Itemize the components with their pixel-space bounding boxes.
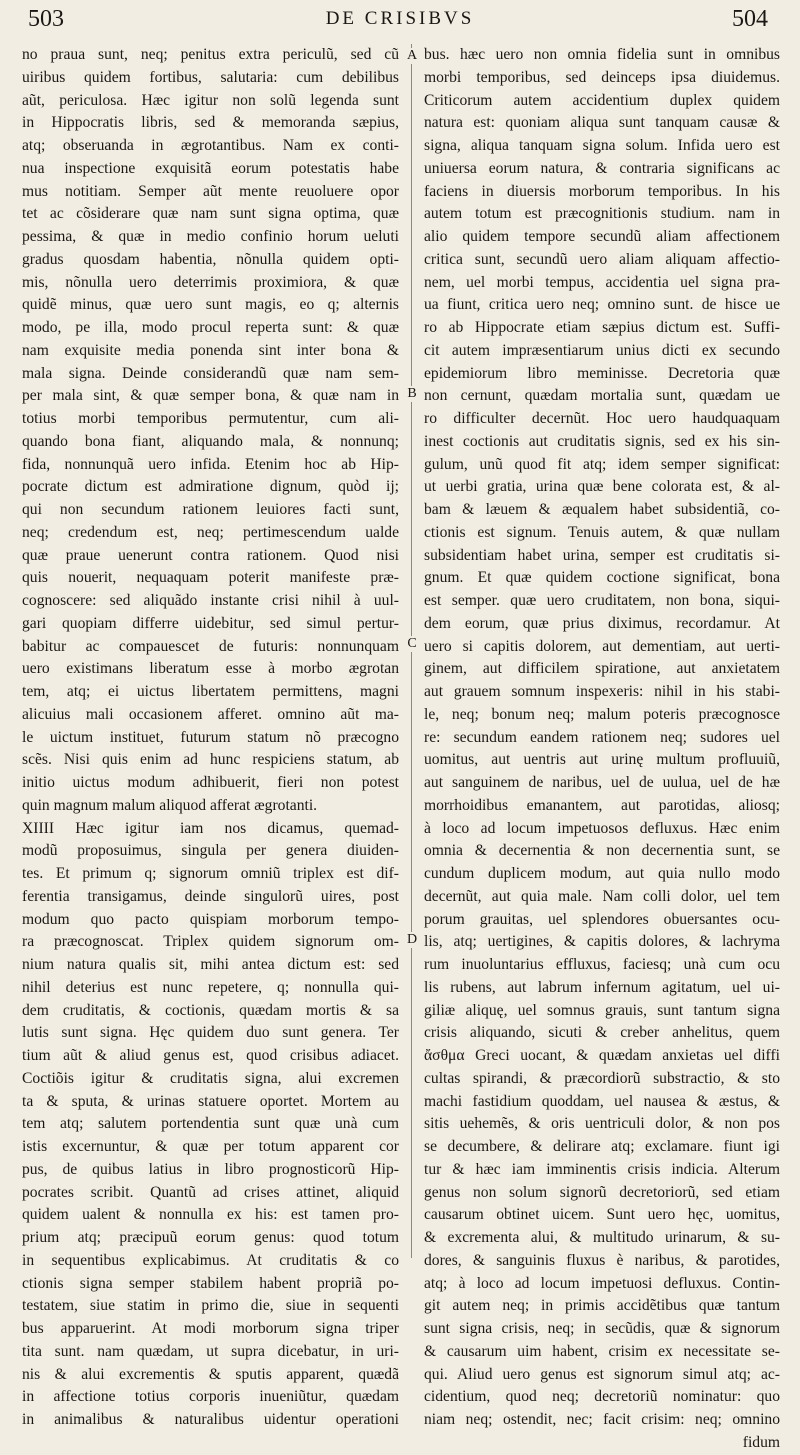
text-line: niam neq; ostendit, nec; facit crisim: neq; omnino [424,1411,780,1428]
text-line: ut uerbi gratia, urina quæ bene colorata est, & al- [424,478,780,496]
text-line: machi fastidium quoddam, uel nausea & æstus, & [424,1092,780,1110]
text-line: quin magnum malum aliquod afferat ægrotanti. [22,796,318,814]
text-line: istis excernuntur, & quæ per totum apparent cor [22,1138,399,1155]
text-line: nis & alui excrementis & sputis apparent, quædã [22,1365,399,1383]
text-line: babitur ac compauescet de futuris: nonnunquam [22,637,399,655]
text-line: autem totum est præcognitionis studium. nam in [424,205,780,223]
text-line: in sequentibus explicabimus. At cruditatis & co [22,1251,399,1269]
running-title: DE CRISIBVS [325,8,475,29]
text-line: no praua sunt, neq; penitus extra periculũ, sed cũ [22,46,399,63]
text-line: dem cruditatis, & coctionis, quædam mortis & sa [22,1001,399,1019]
running-head [0,2,800,42]
text-line: modo, pe illa, modo procul reperta sunt: & quæ [22,319,399,336]
text-line: le, neq; bonum neq; malum poteris præcognosce [424,705,780,723]
margin-letter-a: A [402,48,422,64]
text-line: aut grauem somnum inspexeris: nihil in his stabi- [424,683,780,700]
text-line: quæ praue uenerunt contra rationem. Quod nisi [22,546,399,564]
text-line: aũt, periculosa. Hæc igitur non solũ legenda sunt [22,91,399,109]
text-line: nihil deterius est nunc repetere, q; nonnulla qui- [22,978,399,996]
text-line: lis, atq; uertigines, & capitis dolores, & lachryma [424,933,780,951]
text-line: tium aũt & aliud genus est, quod crisibus adiacet. [22,1047,399,1064]
text-line: Coctiõis igitur & cruditatis signa, alui excremen [22,1069,399,1087]
text-line: nua inspectione exquisitã eorum potestatis habe [22,159,399,177]
text-line: ctionis est signum. Tenuis autem, & quæ nullam [424,523,780,541]
text-line: fida, nonnunquã uero infida. Etenim hoc ab Hip- [22,455,399,473]
text-line: ro ab Hippocrate etiam sæpius dictum est. Suffi- [424,319,780,336]
margin-letter-b: B [402,386,422,402]
text-line: nam exquisite media ponenda sint inter bona & [22,341,399,359]
margin-letter-c: C [402,636,422,652]
text-line: tet ac cõsiderare quæ nam sunt signa optima, quæ [22,205,399,223]
text-line: nem, uel morbi tempus, accidentia uel signa pra- [424,273,780,291]
text-line: sunt signa crisis, neq; in secũdis, quæ & signorum [424,1320,780,1337]
text-line: morbi temporibus, sed deinceps ipsa diuidemus. [424,68,780,86]
text-line: mala signa. Deinde considerandũ quæ nam sem- [22,364,399,382]
text-line: à loco ad locum impetuosos defluxus. Hæc enim [424,819,780,837]
text-line: bus. hæc uero non omnia fidelia sunt in omnibus [424,46,780,63]
text-line: neq; credendum est, neq; pertimescendum ualde [22,523,399,541]
text-line: le uictum instituet, futurum statum nõ præcogno [22,728,399,746]
text-line: se decumbere, & delirare atq; exclamare. fiunt igi [424,1138,780,1155]
text-line: tur & hæc iam imminentis crisis indicia. Alterum [424,1160,780,1178]
text-line: in Hippocratis libris, sed & memoranda sæpius, [22,114,399,132]
text-line: totius morbi temporibus permutentur, cum ali- [22,410,399,427]
text-line: subsidentiam habet urina, semper est cruditatis si- [424,546,780,564]
text-line: genus non solum signorũ decretoriorũ, sed etiam [424,1183,780,1201]
text-line: aut sanguinem de naribus, uel de uulua, uel de hæ [424,774,780,791]
text-line: ro difficulter decernũt. Hoc uero haudquaquam [424,410,780,427]
text-line: bam & læuem & æqualem habet subsidentiã, co- [424,501,780,518]
text-line: omnia & decernentia & non decernentia sunt, se [424,842,780,860]
text-line: dores, & sanguinis fluxus è naribus, & parotides, [424,1251,780,1269]
text-line: epidemiorum libro meminisse. Decretoria quæ [424,364,780,382]
text-line: gnum. Et quæ quidem coctione significat, bona [424,569,780,587]
text-line: cidentium, quod neq; decretoriũ nominatur: quo [424,1388,780,1406]
text-line: atq; obseruanda in ægrotantibus. Nam ex conti- [22,137,399,154]
text-line: initio uictus modum adhibuerit, fieri non potest [22,774,399,791]
text-line: pocrates scribit. Quantũ ad crises attinet, aliquid [22,1183,399,1201]
text-line: ra præcognoscat. Triplex quidem signorum om- [22,933,399,951]
text-line: qui. Aliud uero genus est signorum simul atq; ac- [424,1365,780,1383]
text-line: quidem ualent & nonnulla ex his: est tamen pro- [22,1206,399,1224]
text-line: re: secundum eandem rationem neq; sudores uel [424,728,780,746]
text-line: ta & sputa, & urinas statuere oportet. Mortem au [22,1092,399,1110]
text-line: porum grauitas, uel splendores obuersantes ocu- [424,910,780,928]
text-line: tita sunt. nam quædam, ut supra dicebatur, in uri- [22,1342,399,1360]
text-line: alio quidem tempore secundũ aliam affectionem [424,228,780,245]
text-line: causarum obtinet uicem. Sunt uero hęc, uomitus, [424,1206,780,1224]
text-line: prium atq; præcipuũ eorum genus: quod totum [22,1229,399,1246]
text-line: faciens in diuersis morborum temporibus. In his [424,182,780,200]
text-line: uomitus, aut uentris aut urinę multum profluuiũ, [424,751,780,769]
text-line: inest coctionis aut cruditatis signis, sed ex his sin- [424,432,780,450]
text-line: uiribus quidem fortibus, salutaria: cum debilibus [22,68,399,86]
text-line: mis, nõnulla uero deterrimis proximiora, & quæ [22,273,399,291]
text-line: in affectione totius corporis inueniũtur, quædam [22,1388,399,1406]
text-line: tem, atq; ei uictus libertatem permittens, magni [22,683,399,700]
text-line: uniuersa eorum natura, & contraria significans ac [424,159,780,177]
text-line: tem atq; salutem portendentia sunt quæ unà cum [22,1115,399,1133]
text-line: rum inuoluntarius effluxus, faciesq; unà cum ocu [424,956,780,973]
text-line: uero existimans liberatum esse à morbo ægrotan [22,660,399,678]
text-line: ferentia transigamus, deinde singulorũ uires, post [22,887,399,905]
text-line: cundum duplicem modum, aut quia nullo modo [424,865,780,882]
text-line: tes. Et primum q; signorum omniũ triplex est dif- [22,865,399,882]
text-line: cognoscere: sed aliquãdo instante crisi nihil à uul- [22,592,399,609]
text-line: & causarum uim habent, crisim ex necessitate se- [424,1342,780,1360]
text-line: lis rubens, aut labrum infernum agitatum, uel ui- [424,978,780,996]
text-line: pessima, & quæ in medio confinio horum ueluti [22,228,399,245]
text-line: critica sunt, secundũ uero aliam aliquam affectio- [424,250,780,268]
text-line: Criticorum autem accidentium duplex quidem [424,91,780,109]
text-line: decernũt, aut quia male. Nam colli dolor, uel tem [424,887,780,905]
text-line: pocrate dictum est admiratione dignum, quòd ij; [22,478,399,496]
margin-letter-d: D [402,932,422,948]
text-line: non cernunt, quædam mortalia sunt, quædam ue [424,387,780,405]
text-line: per mala sint, & quæ semper bona, & quæ nam in [22,387,399,405]
text-line: mus notitiam. Semper aũt mente reuoluere opor [22,182,399,200]
text-line: ua fiunt, critica uero neq; omnino sunt. de hisce ue [424,296,780,314]
text-line: cit autem impræsentiarum unius dicti ex secundo [424,341,780,359]
text-line: ctionis signa semper stabilem habent propriã po- [22,1274,399,1292]
text-line: atq; à loco ad locum impetuosi defluxus. Contin- [424,1274,780,1292]
text-line: modum quo pacto quispiam morborum tempo- [22,910,399,928]
page-number-right: 504 [732,6,768,32]
text-line: XIIII Hæc igitur iam nos dicamus, quemad- [22,819,399,837]
text-line: modũ proposuimus, singula per genera diuiden- [22,842,399,860]
text-line: dem eorum, quæ prius diximus, recordamur. At [424,614,780,632]
text-line: cultas spirandi, & præcordiorũ substractio, & sto [424,1069,780,1087]
text-line: giliæ aliquę, uel somnus grauis, sunt tantum signa [424,1001,780,1019]
text-line: git autem neq; in primis accidẽtibus quæ tantum [424,1297,780,1315]
text-line: natura est: quoniam aliqua sunt tanquam causæ & [424,114,780,132]
text-line: nium natura qualis sit, mihi antea dictum est: sed [22,956,399,973]
text-line: quis nouerit, nequaquam poterit manifeste præ- [22,569,399,587]
text-line: lutis sunt signa. Hęc quidem duo sunt genera. Ter [22,1024,399,1042]
text-line: bus apparuerint. At modi morborum signa triper [22,1320,399,1337]
text-line: morrhoidibus emanantem, aut parotidas, aliosq; [424,796,780,814]
text-line: est semper. quæ uero cruditatem, non bona, siqui- [424,592,780,609]
right-text-column [424,44,780,1455]
left-text-column [22,44,399,1432]
text-line: testatem, siue statim in primo die, siue in sequenti [22,1297,399,1315]
text-line: quidẽ minus, quæ uero sunt magis, eo q; alternis [22,296,399,314]
text-line: gari quopiam differre uidebitur, sed simul pertur- [22,614,399,632]
text-line: sitis uehemẽs, & oris uentriculi dolor, & non pos [424,1115,780,1133]
text-line: ἄσθμα Greci uocant, & quædam anxietas uel diffi [424,1047,780,1064]
text-line: qui non secundum rationem leuiores facti sunt, [22,501,399,518]
page-number-left: 503 [28,6,64,32]
text-line: crisis aliquando, sicuti & creber anhelitus, quem [424,1024,780,1042]
text-line: & excrementa alui, & multitudo urinarum, & su- [424,1229,780,1246]
text-line: gradus quosdam habentia, nõnulla quidem opti- [22,250,399,268]
text-line: signa, aliqua tanquam signa solum. Infida uero est [424,137,780,154]
column-gutter [402,44,422,1264]
text-line: fidum [742,1433,780,1451]
text-line: quando bona fiant, aliquando mala, & nonnunq; [22,432,399,450]
text-line: gulum, unũ quod fit atq; idem semper significat: [424,455,780,473]
text-line: scẽs. Nisi quis enim ad hunc respiciens statum, ab [22,751,399,769]
text-line: in animalibus & naturalibus uidentur operationi [22,1411,399,1428]
text-line: ginem, aut difficilem spiratione, aut anxietatem [424,660,780,678]
text-line: alicuius mali occasionem afferet. omnino aũt ma- [22,705,399,723]
text-line: pus, de quibus latius in libro prognosticorũ Hip- [22,1160,399,1178]
text-line: uero si capitis dolorem, aut dementiam, aut uerti- [424,637,780,655]
